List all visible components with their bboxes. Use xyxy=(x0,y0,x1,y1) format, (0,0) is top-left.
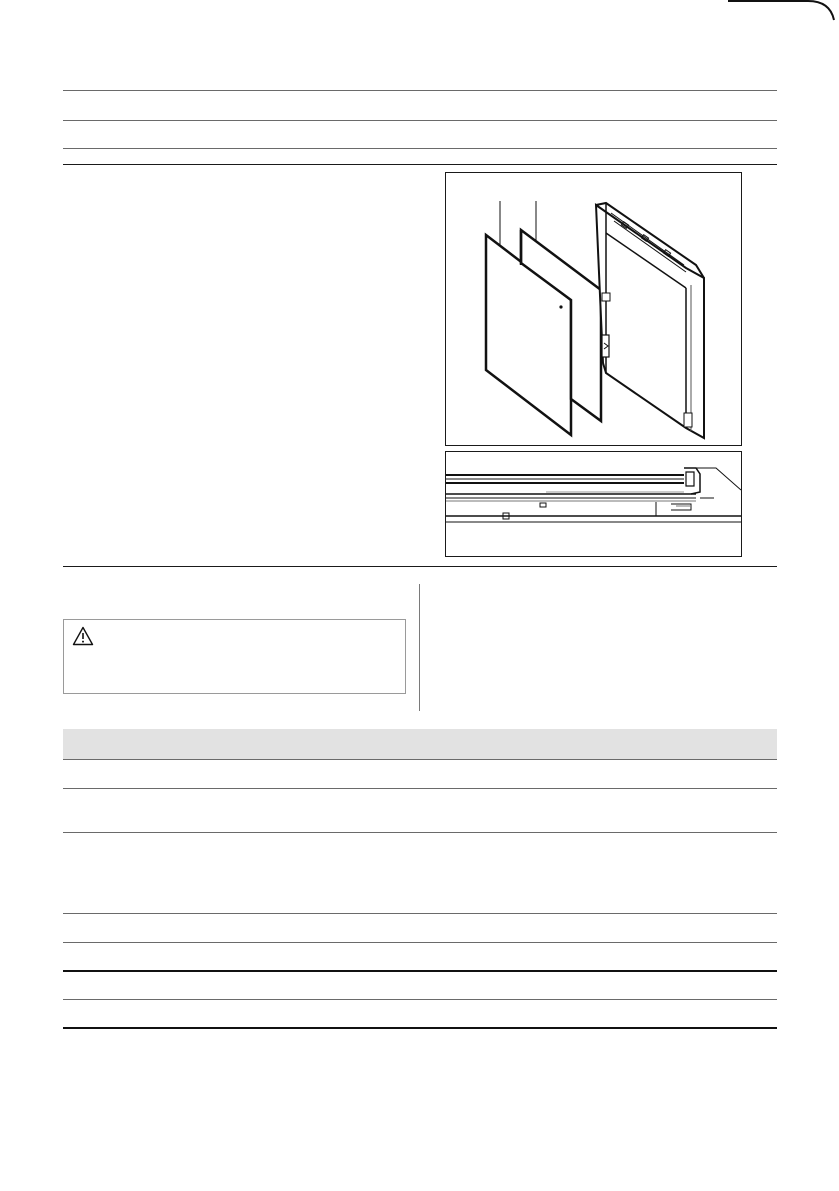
table-rule-5 xyxy=(63,942,777,943)
top-rule-3 xyxy=(63,148,777,149)
section-rule xyxy=(63,164,777,165)
table-rule-3 xyxy=(63,832,777,833)
warning-triangle-icon xyxy=(72,626,94,646)
table-rule-2 xyxy=(63,788,777,789)
page-corner-mark xyxy=(728,0,839,30)
table-rule-4 xyxy=(63,913,777,914)
table-header-bar xyxy=(63,729,777,759)
table-bottom-rule xyxy=(63,1027,777,1029)
table-rule-7 xyxy=(63,999,777,1000)
figure-section-rule xyxy=(63,566,777,567)
top-rule-1 xyxy=(63,90,777,91)
top-rule-2 xyxy=(63,120,777,121)
table-rule-1 xyxy=(63,759,777,760)
door-glass-illustration xyxy=(445,172,742,446)
glass-seating-detail-illustration xyxy=(445,451,742,557)
column-separator xyxy=(419,584,420,711)
warning-box xyxy=(63,619,406,694)
table-rule-6 xyxy=(63,970,777,972)
